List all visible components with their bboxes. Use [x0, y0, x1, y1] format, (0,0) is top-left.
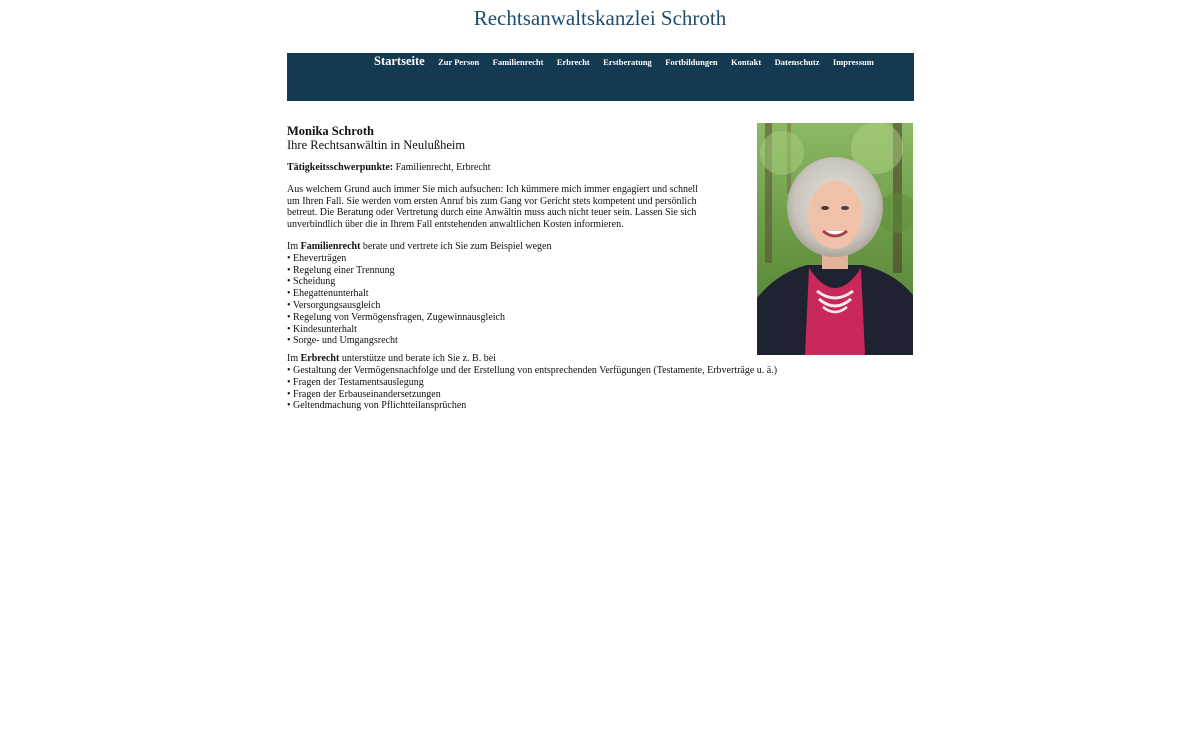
- family-keyword: Familienrecht: [300, 240, 361, 252]
- list-item: • Fragen der Erbauseinandersetzungen: [287, 388, 441, 400]
- inheritance-law-list: [287, 364, 778, 412]
- focus-areas: [287, 162, 757, 174]
- nav-item-erstberatung[interactable]: Erstberatung: [603, 57, 652, 67]
- inheritance-law-intro: [287, 353, 757, 365]
- list-item: • Sorge- und Umgangsrecht: [287, 335, 398, 347]
- list-item: • Geltendmachung von Pflichtteilansprüchen: [287, 400, 467, 412]
- site-title: Rechtsanwaltskanzlei Schroth: [473, 6, 727, 30]
- nav-item-startseite[interactable]: Startseite: [374, 54, 425, 68]
- nav-item-zur-person[interactable]: Zur Person: [438, 57, 480, 67]
- list-item: • Versorgungsausgleich: [287, 299, 381, 311]
- list-item: • Gestaltung der Vermögensnachfolge und der Erstellung von entsprechenden Verfügungen (Testamente, Erbverträge u. ä.): [287, 364, 778, 376]
- family-suffix: berate und vertrete ich Sie zum Beispiel wegen: [360, 240, 552, 252]
- list-item: • Regelung einer Trennung: [287, 264, 395, 276]
- family-law-list: [287, 253, 757, 347]
- person-name: Monika Schroth: [287, 124, 374, 138]
- nav-item-fortbildungen[interactable]: Fortbildungen: [665, 57, 718, 67]
- list-item: • Kindesunterhalt: [287, 323, 357, 335]
- nav-item-erbrecht[interactable]: Erbrecht: [556, 57, 590, 67]
- focus-label: Tätigkeitsschwerpunkte:: [287, 162, 394, 173]
- focus-value: Familienrecht, Erbrecht: [393, 162, 491, 173]
- family-law-intro: [287, 241, 757, 253]
- inheritance-suffix: unterstütze und berate ich Sie z. B. bei: [339, 353, 496, 365]
- family-prefix: Im: [287, 240, 301, 252]
- list-item: • Regelung von Vermögensfragen, Zugewinnausgleich: [287, 311, 505, 323]
- list-item: • Eheverträgen: [287, 252, 347, 264]
- person-subtitle: Ihre Rechtsanwältin in Neulußheim: [287, 138, 466, 152]
- inheritance-law-section: [287, 353, 778, 412]
- nav-item-familienrecht[interactable]: Familienrecht: [492, 57, 544, 67]
- nav-list: [374, 53, 887, 71]
- nav-item-impressum[interactable]: Impressum: [832, 57, 874, 67]
- intro-text: Aus welchem Grund auch immer Sie mich aufsuchen: Ich kümmere mich immer engagiert und schnell um Ihren Fall. Sie werden vom ersten Anruf bis zum Gang vor Gericht stets kompetent und persönlich betreut. Die Beratung oder Vertretung durch eine Anwältin muss auch nicht teuer sein. Lassen Sie sich unverbindlich über die in Ihrem Fall entstehenden anwaltlichen Kosten informieren.: [287, 183, 698, 231]
- inheritance-prefix: Im: [287, 353, 301, 365]
- nav-item-datenschutz[interactable]: Datenschutz: [774, 57, 820, 67]
- main-content: [287, 123, 778, 412]
- portrait-photo: [757, 123, 913, 355]
- list-item: • Scheidung: [287, 276, 336, 288]
- family-law-section: [287, 241, 757, 347]
- list-item: • Ehegattenunterhalt: [287, 288, 369, 300]
- main-navigation: [287, 53, 914, 101]
- inheritance-keyword: Erbrecht: [300, 353, 340, 365]
- list-item: • Fragen der Testamentsauslegung: [287, 376, 424, 388]
- nav-item-kontakt[interactable]: Kontakt: [731, 57, 762, 67]
